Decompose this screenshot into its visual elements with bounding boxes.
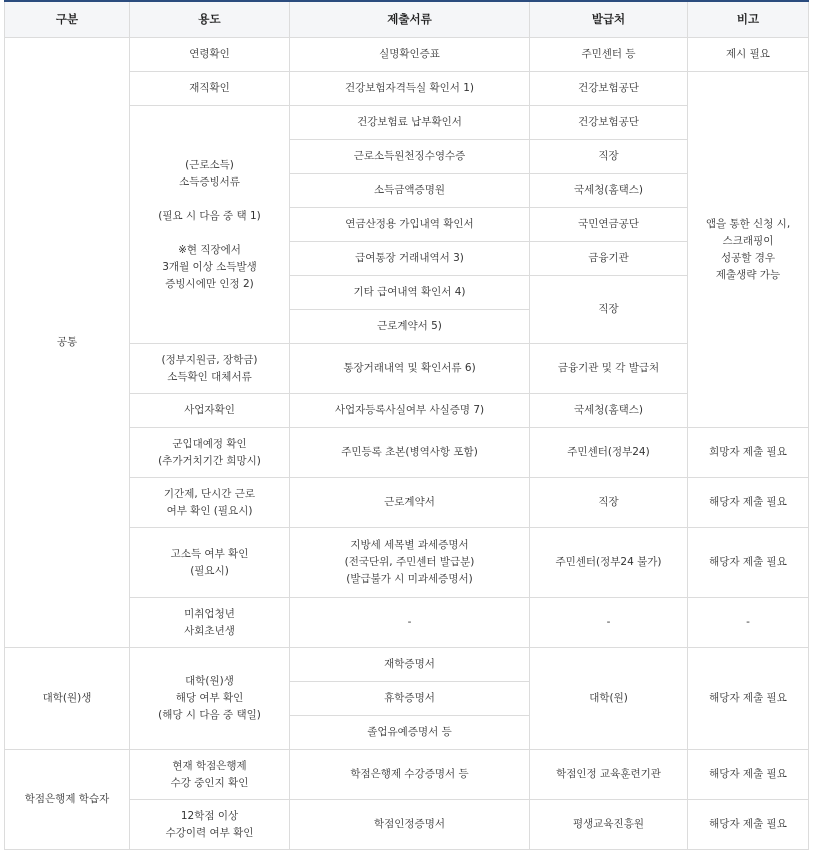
doc-cell: 주민등록 초본(병역사항 포함) [290,428,530,478]
issuer-cell: 국민연금공단 [530,208,688,242]
category-common: 공통 [5,38,130,648]
doc-cell: 사업자등록사실여부 사실증명 7) [290,394,530,428]
table-row [5,38,809,72]
use-cell: 연령확인 [130,38,290,72]
header-docs: 제출서류 [290,1,530,38]
table-row [5,750,809,800]
document-table [4,0,809,850]
doc-cell: 재학증명서 [290,648,530,682]
use-cell: 대학(원)생 해당 여부 확인 (해당 시 다음 중 택일) [130,648,290,750]
doc-cell: 근로계약서 [290,478,530,528]
doc-cell: 졸업유예증명서 등 [290,716,530,750]
doc-cell: 지방세 세목별 과세증명서 (전국단위, 주민센터 발급분) (발급불가 시 미과세증명서) [290,528,530,598]
use-cell: (정부지원금, 장학금) 소득확인 대체서류 [130,344,290,394]
doc-cell: 건강보험자격득실 확인서 1) [290,72,530,106]
doc-cell: 학점은행제 수강증명서 등 [290,750,530,800]
note-cell: 해당자 제출 필요 [688,648,809,750]
header-use: 용도 [130,1,290,38]
table-row [5,648,809,682]
issuer-cell: 직장 [530,140,688,174]
category-credit-bank: 학점은행제 학습자 [5,750,130,850]
use-cell: 고소득 여부 확인 (필요시) [130,528,290,598]
issuer-cell: 주민센터(정부24) [530,428,688,478]
header-issuer: 발급처 [530,1,688,38]
header-category: 구분 [5,1,130,38]
issuer-cell: 국세청(홈택스) [530,394,688,428]
income-proof-use: (근로소득) 소득증빙서류 (필요 시 다음 중 택 1) ※현 직장에서 3개월 이상 소득발생 증빙시에만 인정 2) [130,106,290,344]
issuer-cell: 금융기관 및 각 발급처 [530,344,688,394]
doc-cell: 통장거래내역 및 확인서류 6) [290,344,530,394]
doc-cell: 실명확인증표 [290,38,530,72]
use-cell: 기간제, 단시간 근로 여부 확인 (필요시) [130,478,290,528]
table-header-row [5,1,809,38]
doc-cell: 기타 급여내역 확인서 4) [290,276,530,310]
note-cell: 해당자 제출 필요 [688,750,809,800]
issuer-cell: 학점인정 교육훈련기관 [530,750,688,800]
issuer-cell: 국세청(홈택스) [530,174,688,208]
issuer-cell: 금융기관 [530,242,688,276]
use-cell: 12학점 이상 수강이력 여부 확인 [130,800,290,850]
use-cell: - [290,598,530,648]
app-scraping-note: 앱을 통한 신청 시, 스크래핑이 성공할 경우 제출생략 가능 [688,72,809,428]
use-cell: 현재 학점은행제 수강 중인지 확인 [130,750,290,800]
doc-cell: 근로소득원천징수영수증 [290,140,530,174]
note-cell: 제시 필요 [688,38,809,72]
issuer-cell: 평생교육진흥원 [530,800,688,850]
doc-cell: 학점인정증명서 [290,800,530,850]
category-university: 대학(원)생 [5,648,130,750]
doc-cell: - [530,598,688,648]
issuer-cell: 주민센터 등 [530,38,688,72]
issuer-cell: 대학(원) [530,648,688,750]
use-cell: 사업자확인 [130,394,290,428]
note-cell: 해당자 제출 필요 [688,800,809,850]
category-unemployed: 미취업청년 사회초년생 [130,598,290,648]
issuer-cell: - [688,598,809,648]
doc-cell: 건강보험료 납부확인서 [290,106,530,140]
issuer-cell: 직장 [530,478,688,528]
note-cell: 해당자 제출 필요 [688,528,809,598]
doc-cell: 연금산정용 가입내역 확인서 [290,208,530,242]
issuer-cell: 직장 [530,276,688,344]
note-cell: 해당자 제출 필요 [688,478,809,528]
issuer-cell: 주민센터(정부24 불가) [530,528,688,598]
header-note: 비고 [688,1,809,38]
issuer-cell: 건강보험공단 [530,72,688,106]
doc-cell: 휴학증명서 [290,682,530,716]
use-cell: 재직확인 [130,72,290,106]
issuer-cell: 건강보험공단 [530,106,688,140]
doc-cell: 급여통장 거래내역서 3) [290,242,530,276]
note-cell: 희망자 제출 필요 [688,428,809,478]
doc-cell: 근로계약서 5) [290,310,530,344]
use-cell: 군입대예정 확인 (추가거치기간 희망시) [130,428,290,478]
doc-cell: 소득금액증명원 [290,174,530,208]
